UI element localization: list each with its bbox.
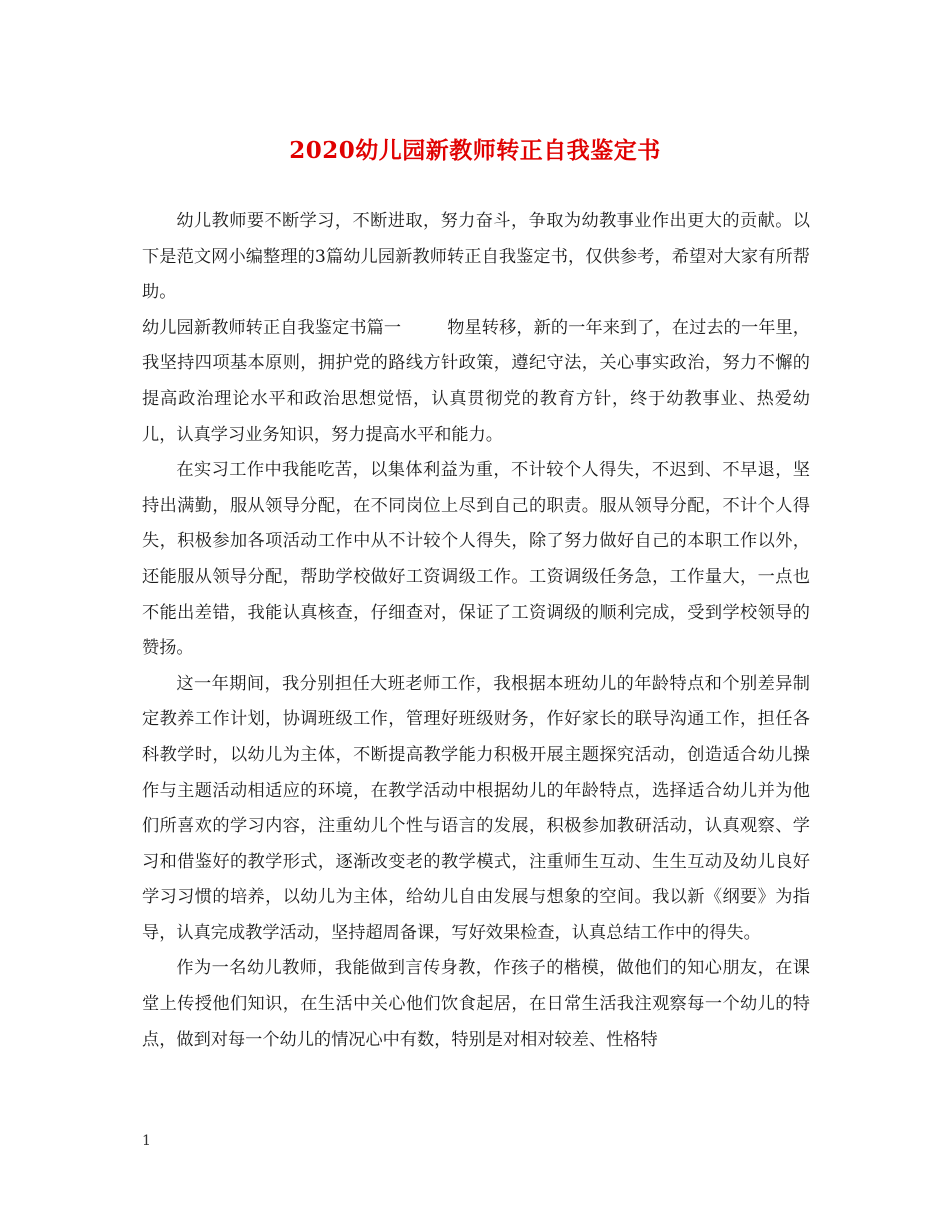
intro-paragraph: 幼儿教师要不断学习，不断进取，努力奋斗，争取为幼教事业作出更大的贡献。以下是范文网小编整理的3篇幼儿园新教师转正自我鉴定书，仅供参考，希望对大家有所帮助。 [142,211,810,303]
body-paragraph: 在实习工作中我能吃苦，以集体利益为重，不计较个人得失，不迟到、不早退，坚持出满勤，服从领导分配，在不同岗位上尽到自己的职责。服从领导分配，不计个人得失，积极参加各项活动工作中从不计较个人得失，除了努力做好自己的本职工作以外，还能服从领导分配，帮助学校做好工资调级工作。工资调级任务急，工作量大，一点也不能出差错，我能认真核查，仔细查对，保证了工资调级的顺利完成，受到学校领导的赞扬。 [142,460,810,659]
document-body [142,204,810,1058]
page-number: 1 [142,1133,151,1149]
body-paragraph: 作为一名幼儿教师，我能做到言传身教，作孩子的楷模，做他们的知心朋友，在课堂上传授他们知识，在生活中关心他们饮食起居，在日常生活我注观察每一个幼儿的特点，做到对每一个幼儿的情况心中有数，特别是对相对较差、性格特 [142,958,810,1050]
section-first-paragraph: 物星转移，新的一年来到了，在过去的一年里，我坚持四项基本原则，拥护党的路线方针政策，遵纪守法，关心事实政治，努力不懈的提高政治理论水平和政治思想觉悟，认真贯彻党的教育方针，终于幼教事业、热爱幼儿，认真学习业务知识，努力提高水平和能力。 [142,317,810,445]
body-paragraph: 这一年期间，我分别担任大班老师工作，我根据本班幼儿的年龄特点和个别差异制定教养工作计划，协调班级工作，管理好班级财务，作好家长的联导沟通工作，担任各科教学时，以幼儿为主体，不断提高教学能力积极开展主题探究活动，创造适合幼儿操作与主题活动相适应的环境，在教学活动中根据幼儿的年龄特点，选择适合幼儿并为他们所喜欢的学习内容，注重幼儿个性与语言的发展，积极参加教研活动，认真观察、学习和借鉴好的教学形式，逐渐改变老的教学模式，注重师生互动、生生互动及幼儿良好学习习惯的培养，以幼儿为主体，给幼儿自由发展与想象的空间。我以新《纲要》为指导，认真完成教学活动，坚持超周备课，写好效果检查，认真总结工作中的得失。 [142,673,810,943]
section-heading: 幼儿园新教师转正自我鉴定书篇一 [142,317,402,338]
section-paragraph [142,311,810,453]
document-title: 2020幼儿园新教师转正自我鉴定书 [289,137,661,164]
